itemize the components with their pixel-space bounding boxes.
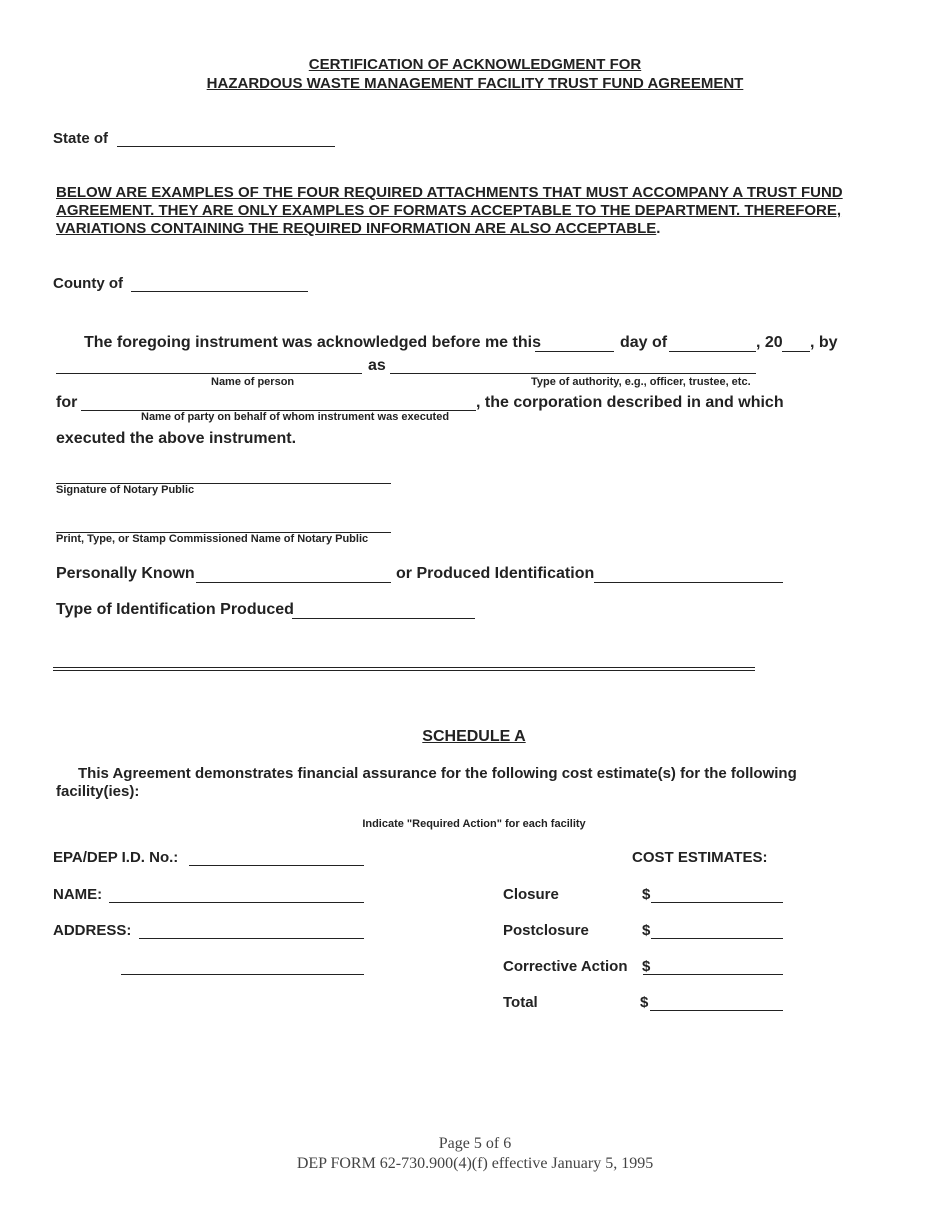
county-label: County of bbox=[53, 275, 123, 292]
produced-id-label: or Produced Identification bbox=[396, 565, 595, 582]
form-id: DEP FORM 62-730.900(4)(f) effective January 5, 1995 bbox=[296, 1155, 654, 1172]
ack-corp-text: , the corporation described in and which bbox=[476, 394, 784, 411]
ack-for: for bbox=[56, 394, 78, 411]
ack-executed: executed the above instrument. bbox=[56, 430, 297, 447]
section-divider bbox=[53, 667, 755, 671]
cost-currency-closure: $ bbox=[642, 886, 651, 903]
person-name-field[interactable] bbox=[56, 373, 362, 374]
notice-line1: BELOW ARE EXAMPLES OF THE FOUR REQUIRED ATTACHMENTS THAT MUST ACCOMPANY A TRUST FUND bbox=[56, 184, 843, 201]
cost-currency-total: $ bbox=[640, 994, 649, 1011]
address-field-1[interactable] bbox=[139, 938, 364, 939]
page-number: Page 5 of 6 bbox=[438, 1135, 512, 1152]
personally-known-label: Personally Known bbox=[56, 565, 195, 582]
state-field[interactable] bbox=[117, 146, 335, 147]
form-title-line1: CERTIFICATION OF ACKNOWLEDGMENT FOR bbox=[308, 56, 642, 73]
cost-field-closure[interactable] bbox=[651, 902, 783, 903]
form-title-line2: HAZARDOUS WASTE MANAGEMENT FACILITY TRUST FUND AGREEMENT bbox=[206, 75, 744, 92]
schedule-title: SCHEDULE A bbox=[422, 728, 526, 745]
cost-currency-postclosure: $ bbox=[642, 922, 651, 939]
notary-name-caption: Print, Type, or Stamp Commissioned Name of Notary Public bbox=[56, 533, 369, 545]
facility-name-label: NAME: bbox=[53, 886, 103, 903]
person-name-caption: Name of person bbox=[211, 376, 295, 388]
ack-day-field[interactable] bbox=[535, 351, 614, 352]
epa-id-label: EPA/DEP I.D. No.: bbox=[53, 849, 179, 866]
schedule-intro-line2: facility(ies): bbox=[56, 783, 140, 800]
ack-by: , by bbox=[810, 334, 838, 351]
id-type-label: Type of Identification Produced bbox=[56, 601, 294, 618]
notice-line3-period: . bbox=[656, 220, 661, 237]
authority-field[interactable] bbox=[390, 373, 756, 374]
schedule-intro-line1: This Agreement demonstrates financial assurance for the following cost estimate(s) for the following bbox=[78, 765, 797, 782]
schedule-indicate-note: Indicate "Required Action" for each facility bbox=[362, 818, 586, 830]
cost-field-corrective[interactable] bbox=[643, 974, 783, 975]
cost-estimates-heading: COST ESTIMATES: bbox=[632, 849, 768, 866]
cost-label-closure: Closure bbox=[503, 886, 559, 903]
notice-line2: AGREEMENT. THEY ARE ONLY EXAMPLES OF FORMATS ACCEPTABLE TO THE DEPARTMENT. THEREFORE, bbox=[56, 202, 842, 219]
ack-year-field[interactable] bbox=[782, 351, 810, 352]
epa-id-field[interactable] bbox=[189, 865, 364, 866]
cost-field-total[interactable] bbox=[650, 1010, 783, 1011]
notice-line3-text: VARIATIONS CONTAINING THE REQUIRED INFORMATION ARE ALSO ACCEPTABLE bbox=[56, 220, 657, 237]
notary-signature-caption: Signature of Notary Public bbox=[56, 484, 195, 496]
produced-id-field[interactable] bbox=[594, 582, 783, 583]
address-field-2[interactable] bbox=[121, 974, 364, 975]
cost-label-corrective: Corrective Action bbox=[503, 958, 628, 975]
facility-name-field[interactable] bbox=[109, 902, 364, 903]
notice-line3 bbox=[56, 220, 660, 237]
personally-known-field[interactable] bbox=[196, 582, 391, 583]
cost-label-total: Total bbox=[503, 994, 538, 1011]
ack-day-of: day of bbox=[620, 334, 668, 351]
state-label: State of bbox=[53, 130, 109, 147]
id-type-field[interactable] bbox=[292, 618, 475, 619]
party-name-caption: Name of party on behalf of whom instrument was executed bbox=[141, 411, 450, 423]
address-label: ADDRESS: bbox=[53, 922, 132, 939]
ack-month-field[interactable] bbox=[669, 351, 756, 352]
ack-intro: The foregoing instrument was acknowledged before me this bbox=[84, 334, 541, 351]
cost-label-postclosure: Postclosure bbox=[503, 922, 589, 939]
cost-field-postclosure[interactable] bbox=[651, 938, 783, 939]
ack-year-prefix: , 20 bbox=[756, 334, 783, 351]
county-field[interactable] bbox=[131, 291, 308, 292]
cost-currency-corrective: $ bbox=[642, 958, 651, 975]
ack-as: as bbox=[368, 357, 386, 374]
authority-caption: Type of authority, e.g., officer, trustee, etc. bbox=[531, 376, 751, 388]
